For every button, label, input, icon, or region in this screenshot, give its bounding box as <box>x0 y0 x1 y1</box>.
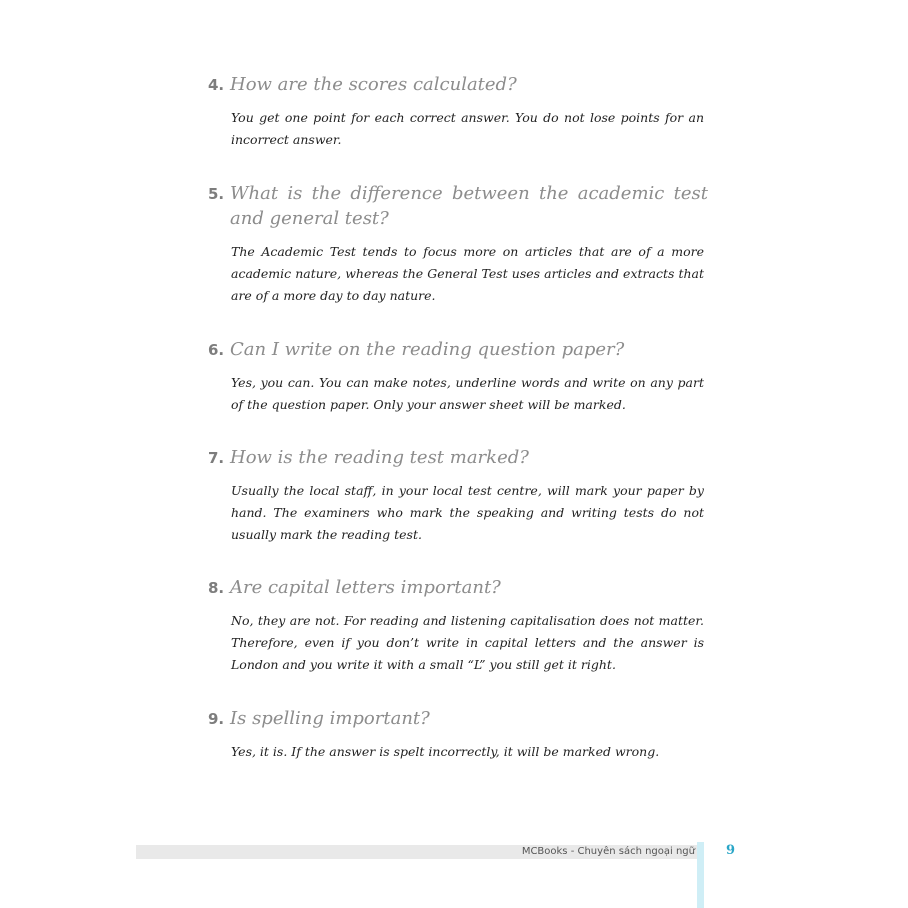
answer-text: Yes, it is. If the answer is spelt incorrectly, it will be marked wrong. <box>231 744 660 759</box>
faq-item-5 <box>208 181 708 307</box>
faq-item-4 <box>208 72 708 151</box>
question <box>208 337 708 362</box>
question <box>208 181 708 231</box>
page-accent-bar <box>697 842 704 908</box>
question <box>208 72 708 97</box>
question-number: 6. <box>208 341 225 359</box>
answer-text: No, they are not. For reading and listening capitalisation does not matter. Therefore, even if you don’t write in capital letters and the answer is London and you write it with a small “L” you still get it right. <box>231 613 704 672</box>
question-text: Are capital letters important? <box>230 577 501 598</box>
question <box>208 445 708 470</box>
question-number: 9. <box>208 710 225 728</box>
question <box>208 575 708 600</box>
faq-item-9 <box>208 706 708 763</box>
footer-publisher: MCBooks - Chuyên sách ngoại ngữ <box>521 846 695 857</box>
question-text: How are the scores calculated? <box>230 74 517 95</box>
faq-item-6 <box>208 337 708 416</box>
question-text: Is spelling important? <box>230 708 430 729</box>
answer-text: Usually the local staff, in your local test centre, will mark your paper by hand. The examiners who mark the speaking and writing tests do not usually mark the reading test. <box>231 483 704 542</box>
answer-text: The Academic Test tends to focus more on articles that are of a more academic nature, whereas the General Test uses articles and extracts that are of a more day to day nature. <box>231 244 704 303</box>
page-number: 9 <box>726 843 736 858</box>
question-text: How is the reading test marked? <box>230 447 529 468</box>
question-text: Can I write on the reading question paper? <box>230 339 625 360</box>
faq-item-7 <box>208 445 708 546</box>
question <box>208 706 708 731</box>
answer-text: You get one point for each correct answer. You do not lose points for an incorrect answer. <box>231 110 704 147</box>
question-number: 5. <box>208 185 225 203</box>
question-number: 7. <box>208 449 225 467</box>
faq-item-8 <box>208 575 708 676</box>
question-text: What is the difference between the academic test and general test? <box>230 183 708 229</box>
question-number: 8. <box>208 579 225 597</box>
footer-bar <box>136 845 701 859</box>
question-number: 4. <box>208 76 225 94</box>
answer-text: Yes, you can. You can make notes, underline words and write on any part of the question paper. Only your answer sheet will be marked. <box>231 375 704 412</box>
